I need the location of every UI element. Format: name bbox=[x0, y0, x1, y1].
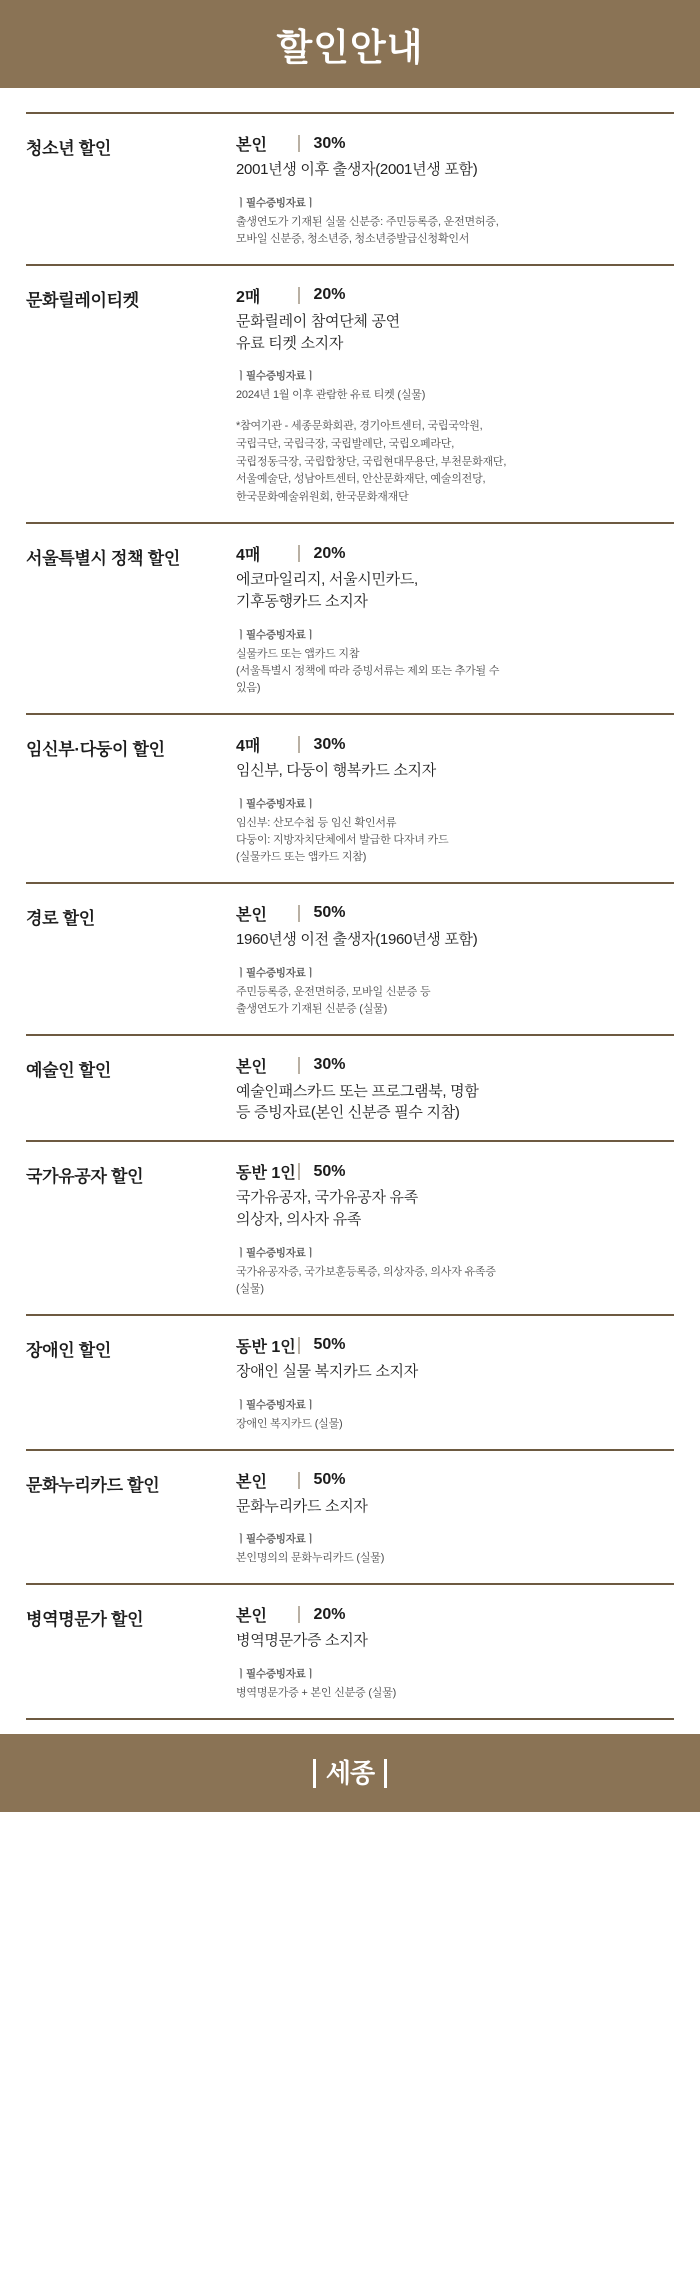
eligibility-description bbox=[236, 1630, 668, 1652]
ticket-quantity: 본인 bbox=[236, 1058, 267, 1076]
section-title: 서울특별시 정책 할인 bbox=[26, 549, 180, 569]
section-body bbox=[236, 284, 674, 507]
section-body bbox=[236, 542, 674, 697]
discount-percent: 50% bbox=[313, 1162, 346, 1180]
required-document-line: 모바일 신분증, 청소년증, 청소년증발급신청확인서 bbox=[236, 232, 470, 245]
rate-row bbox=[236, 902, 668, 925]
vertical-divider-icon bbox=[298, 905, 300, 922]
discount-section bbox=[26, 264, 674, 523]
rate-row bbox=[236, 1334, 668, 1357]
section-body bbox=[236, 902, 674, 1018]
discount-section bbox=[26, 1034, 674, 1141]
section-title: 청소년 할인 bbox=[26, 139, 112, 158]
required-document-line: (실물) bbox=[236, 1282, 264, 1295]
discount-percent: 20% bbox=[313, 1605, 346, 1623]
required-document-line: (실물카드 또는 앱카드 지참) bbox=[236, 850, 367, 863]
note-block bbox=[236, 418, 668, 506]
description-line: 유료 티켓 소지자 bbox=[236, 334, 344, 352]
section-title: 예술인 할인 bbox=[26, 1060, 112, 1080]
description-line: 장애인 실물 복지카드 소지자 bbox=[236, 1362, 418, 1380]
discount-section bbox=[26, 1140, 674, 1314]
required-document-line: 다둥이: 지방자치단체에서 발급한 다자녀 카드 bbox=[236, 833, 449, 846]
eligibility-description bbox=[236, 569, 668, 613]
discount-section bbox=[26, 112, 674, 264]
section-title: 국가유공자 할인 bbox=[26, 1167, 144, 1187]
required-documents-block bbox=[236, 965, 668, 1018]
required-documents-label: ㅣ필수증빙자료ㅣ bbox=[236, 1246, 316, 1259]
required-document-line: 출생연도가 기재된 신분증 (실물) bbox=[236, 1002, 388, 1015]
required-documents-label: ㅣ필수증빙자료ㅣ bbox=[236, 1668, 316, 1681]
required-documents-label: ㅣ필수증빙자료ㅣ bbox=[236, 1533, 316, 1546]
vertical-divider-icon bbox=[298, 736, 300, 753]
description-line: 예술인패스카드 또는 프로그램북, 명함 bbox=[236, 1082, 479, 1100]
eligibility-description bbox=[236, 1081, 668, 1125]
ticket-quantity: 본인 bbox=[236, 137, 267, 154]
sections-container bbox=[0, 88, 700, 1718]
section-body bbox=[236, 132, 674, 248]
section-title: 경로 할인 bbox=[26, 908, 95, 928]
section-body bbox=[236, 1334, 674, 1433]
description-line: 기후동행카드 소지자 bbox=[236, 593, 368, 611]
rate-row bbox=[236, 733, 668, 756]
vertical-divider-icon bbox=[298, 1057, 300, 1074]
required-documents-label: ㅣ필수증빙자료ㅣ bbox=[236, 196, 316, 209]
rate-row bbox=[236, 1603, 668, 1626]
vertical-divider-icon bbox=[298, 1472, 300, 1489]
ticket-quantity: 4매 bbox=[236, 738, 261, 755]
required-documents-block bbox=[236, 796, 668, 866]
sejong-logo: 세종 bbox=[313, 1759, 387, 1788]
description-line: 2001년생 이후 출생자(2001년생 포함) bbox=[236, 161, 478, 178]
description-line: 등 증빙자료(본인 신분증 필수 지참) bbox=[236, 1104, 460, 1122]
discount-percent: 30% bbox=[313, 134, 346, 152]
eligibility-description bbox=[236, 760, 668, 782]
discount-section bbox=[26, 1314, 674, 1449]
description-line: 국가유공자, 국가유공자 유족 bbox=[236, 1189, 418, 1207]
required-document-line: 출생연도가 기재된 실물 신분증: 주민등록증, 운전면허증, bbox=[236, 215, 499, 228]
required-document-line: (서울특별시 정책에 따라 증빙서류는 제외 또는 추가될 수 bbox=[236, 664, 500, 677]
required-documents-block bbox=[236, 1245, 668, 1298]
description-line: 병역명문가증 소지자 bbox=[236, 1632, 368, 1650]
ticket-quantity: 동반 1인 bbox=[236, 1338, 296, 1356]
eligibility-description bbox=[236, 1187, 668, 1231]
required-document-line: 임신부: 산모수첩 등 임신 확인서류 bbox=[236, 816, 397, 829]
discount-percent: 30% bbox=[313, 1056, 346, 1074]
rate-row bbox=[236, 132, 668, 155]
eligibility-description bbox=[236, 1496, 668, 1518]
eligibility-description bbox=[236, 311, 668, 355]
description-line: 문화릴레이 참여단체 공연 bbox=[236, 312, 400, 330]
discount-percent: 20% bbox=[313, 286, 346, 304]
rate-row bbox=[236, 1160, 668, 1183]
required-documents-label: ㅣ필수증빙자료ㅣ bbox=[236, 797, 316, 810]
description-line: 에코마일리지, 서울시민카드, bbox=[236, 571, 418, 589]
required-document-line: 국가유공자증, 국가보훈등록증, 의상자증, 의사자 유족증 bbox=[236, 1265, 496, 1278]
vertical-divider-icon bbox=[298, 1337, 300, 1354]
rate-row bbox=[236, 1469, 668, 1492]
discount-percent: 50% bbox=[313, 1336, 346, 1354]
ticket-quantity: 4매 bbox=[236, 547, 261, 565]
section-body bbox=[236, 733, 674, 866]
section-body bbox=[236, 1054, 674, 1125]
discount-section bbox=[26, 882, 674, 1034]
discount-percent: 30% bbox=[313, 735, 346, 753]
vertical-divider-icon bbox=[298, 1606, 300, 1623]
discount-section bbox=[26, 713, 674, 882]
discount-percent: 20% bbox=[313, 544, 346, 562]
note-line: 서울예술단, 성남아트센터, 안산문화재단, 예술의전당, bbox=[236, 473, 486, 486]
eligibility-description bbox=[236, 929, 668, 951]
discount-section bbox=[26, 1583, 674, 1718]
vertical-divider-icon bbox=[298, 135, 300, 152]
ticket-quantity: 본인 bbox=[236, 1608, 267, 1626]
ticket-quantity: 2매 bbox=[236, 288, 261, 306]
section-body bbox=[236, 1160, 674, 1298]
required-document-line: 장애인 복지카드 (실물) bbox=[236, 1417, 343, 1430]
ticket-quantity: 본인 bbox=[236, 906, 267, 924]
ticket-quantity: 본인 bbox=[236, 1473, 267, 1491]
vertical-divider-icon bbox=[298, 287, 300, 304]
description-line: 1960년생 이전 출생자(1960년생 포함) bbox=[236, 930, 478, 948]
note-line: 한국문화예술위원회, 한국문화재재단 bbox=[236, 490, 409, 503]
section-title: 병역명문가 할인 bbox=[26, 1610, 144, 1630]
required-documents-block bbox=[236, 1666, 668, 1702]
vertical-divider-icon bbox=[298, 1163, 300, 1180]
discount-section bbox=[26, 1449, 674, 1584]
note-line: 국립극단, 국립극장, 국립발레단, 국립오페라단, bbox=[236, 437, 455, 450]
eligibility-description bbox=[236, 159, 668, 181]
section-title: 문화릴레이티켓 bbox=[26, 290, 139, 310]
required-documents-block bbox=[236, 1531, 668, 1567]
required-document-line: 2024년 1월 이후 관람한 유료 티켓 (실물) bbox=[236, 389, 426, 402]
bottom-divider bbox=[26, 1718, 674, 1720]
required-documents-block bbox=[236, 368, 668, 404]
required-document-line: 있음) bbox=[236, 681, 261, 694]
required-document-line: 주민등록증, 운전면허증, 모바일 신분증 등 bbox=[236, 985, 431, 998]
required-document-line: 실물카드 또는 앱카드 지참 bbox=[236, 647, 360, 660]
page-header bbox=[0, 0, 700, 88]
section-title: 장애인 할인 bbox=[26, 1340, 112, 1360]
section-body bbox=[236, 1469, 674, 1568]
required-document-line: 본인명의의 문화누리카드 (실물) bbox=[236, 1552, 385, 1565]
required-documents-block bbox=[236, 1397, 668, 1433]
discount-percent: 50% bbox=[313, 904, 346, 922]
ticket-quantity: 동반 1인 bbox=[236, 1165, 296, 1183]
rate-row bbox=[236, 542, 668, 565]
required-documents-label: ㅣ필수증빙자료ㅣ bbox=[236, 370, 316, 383]
page-title: 할인안내 bbox=[276, 27, 424, 68]
required-documents-label: ㅣ필수증빙자료ㅣ bbox=[236, 1398, 316, 1411]
vertical-divider-icon bbox=[298, 545, 300, 562]
description-line: 의상자, 의사자 유족 bbox=[236, 1210, 362, 1228]
section-title: 임신부·다둥이 할인 bbox=[26, 740, 165, 759]
required-documents-block bbox=[236, 627, 668, 697]
required-documents-label: ㅣ필수증빙자료ㅣ bbox=[236, 966, 316, 979]
rate-row bbox=[236, 284, 668, 307]
page-footer bbox=[0, 1734, 700, 1812]
note-line: *참여기관 - 세종문화회관, 경기아트센터, 국립국악원, bbox=[236, 420, 483, 433]
section-body bbox=[236, 1603, 674, 1702]
required-documents-block bbox=[236, 195, 668, 248]
required-documents-label: ㅣ필수증빙자료ㅣ bbox=[236, 628, 316, 641]
discount-percent: 50% bbox=[313, 1471, 346, 1489]
discount-section bbox=[26, 522, 674, 713]
note-line: 국립정동극장, 국립합창단, 국립현대무용단, 부천문화재단, bbox=[236, 455, 507, 468]
description-line: 임신부, 다둥이 행복카드 소지자 bbox=[236, 762, 436, 779]
section-title: 문화누리카드 할인 bbox=[26, 1475, 160, 1495]
eligibility-description bbox=[236, 1361, 668, 1383]
rate-row bbox=[236, 1054, 668, 1077]
description-line: 문화누리카드 소지자 bbox=[236, 1497, 368, 1515]
required-document-line: 병역명문가증 + 본인 신분증 (실물) bbox=[236, 1687, 397, 1700]
